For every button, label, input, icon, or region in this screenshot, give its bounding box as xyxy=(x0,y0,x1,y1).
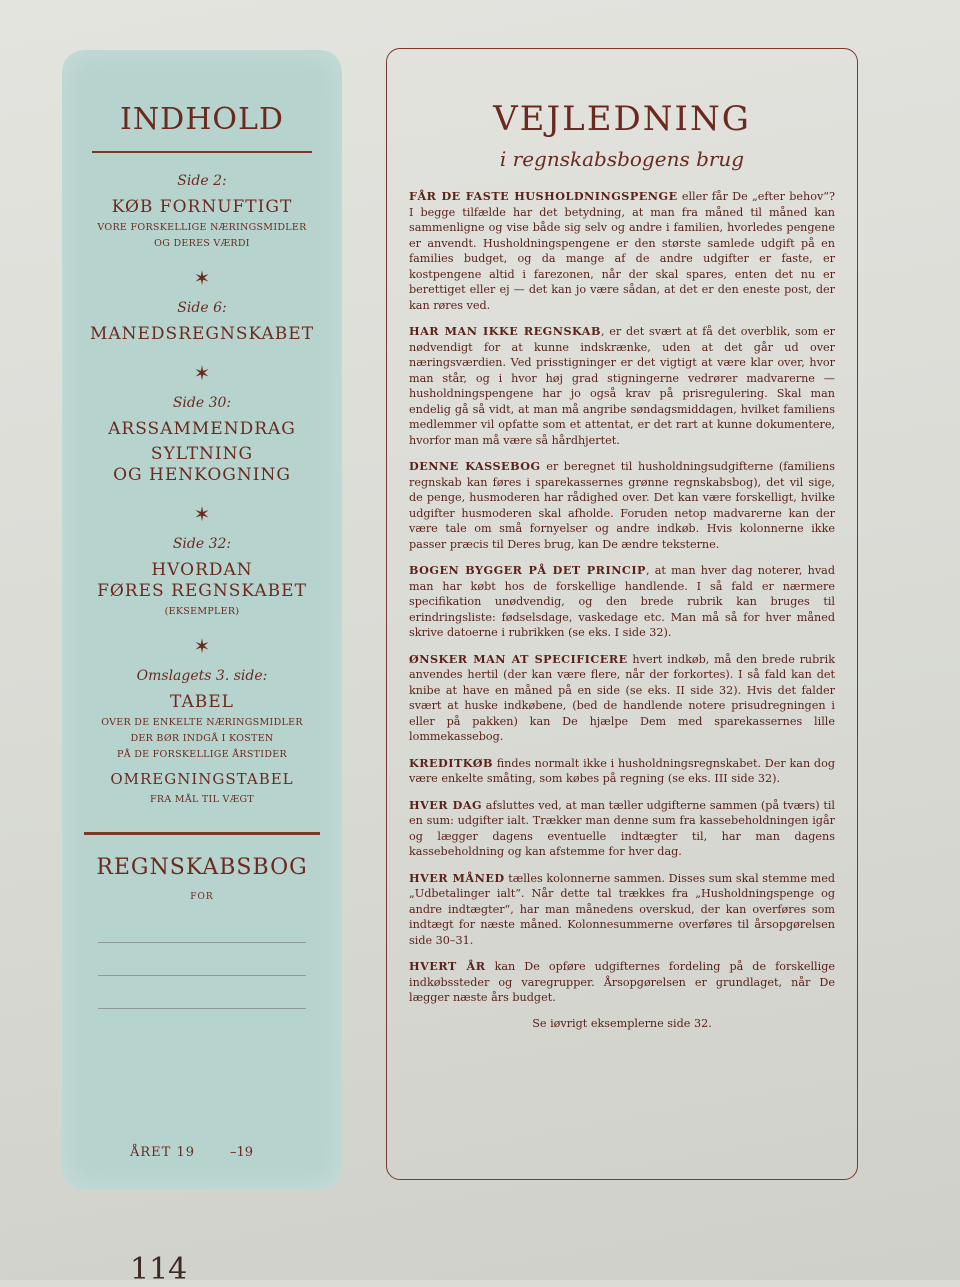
contents-entry xyxy=(62,668,342,806)
paragraph-text: findes normalt ikke i husholdningsregnskabet. Der kan dog være enkelte småting, som købes på regning (se eks. III side 32). xyxy=(409,756,835,785)
bookplate-title: REGNSKABSBOG xyxy=(96,855,308,880)
entry-heading: TABEL xyxy=(170,692,234,712)
paragraph-text: , er det svært at få det overblik, som er nødvendigt for at kunne indskrænke, uden at det går ud over næringsværdien. Ved prisstigninger er det vigtigt at være klar over, hvor man står, og i hvor høj grad stigningerne vedrører madvarerne — husholdningspengene har jo også krav på prisregulering. Skal man endelig gå så vidt, at man må angribe søndagsmiddagen, hvilket familiens medlemmer vil opfatte som et attentat, er det rart at kunne dokumentere, hvorfor man må være så hårdhjertet. xyxy=(409,325,835,447)
entry-heading: OMREGNINGSTABEL xyxy=(110,770,294,788)
paragraph-text: er beregnet til husholdningsudgifterne (familiens regnskab kan føres i sparekassernes grønne regnskabsbog), det vil sige, de penge, husmoderen har rådighed over. Det kan være forskelligt, hvilke udgifter husmoderen skal afholde. Foruden netop madvarerne kan der være tale om små fornyelser og andre indkøb. Hvis kolonnerne ikke passer præcis til Deres brug, kan De ændre teksterne. xyxy=(409,460,835,551)
year-end-label: –19 xyxy=(230,1145,254,1160)
entry-note: OVER DE ENKELTE NÆRINGSMIDLER xyxy=(101,717,303,728)
paragraph-lead: DENNE KASSEBOG xyxy=(409,459,541,473)
contents-entry xyxy=(62,173,342,250)
entry-heading: OG HENKOGNING xyxy=(113,465,291,485)
guide-paragraph xyxy=(409,563,835,641)
paragraph-lead: KREDITKØB xyxy=(409,755,493,770)
entry-heading: MANEDSREGNSKABET xyxy=(89,324,315,344)
contents-title: INDHOLD xyxy=(120,102,284,137)
paragraph-lead: ØNSKER MAN AT SPECIFICERE xyxy=(409,651,628,666)
paragraph-lead: HVER MÅNED xyxy=(409,870,505,885)
entry-page: Omslagets 3. side: xyxy=(136,668,268,684)
owner-name-line xyxy=(98,942,306,943)
paragraph-lead: FÅR DE FASTE HUSHOLDNINGSPENGE xyxy=(409,189,678,203)
star-ornament: ✶ xyxy=(193,361,211,385)
paragraph-lead: BOGEN BYGGER PÅ DET PRINCIP xyxy=(409,563,646,577)
contents-entry xyxy=(62,395,342,486)
paragraph-text: kan De opføre udgifternes fordeling på de forskellige indkøbssteder og varegrupper. Årsopgørelsen er grundlaget, når De lægger næste års budget. xyxy=(409,960,835,1004)
entry-page: Side 6: xyxy=(177,300,227,316)
guide-title: VEJLEDNING xyxy=(493,99,751,139)
entry-note: (EKSEMPLER) xyxy=(164,606,240,617)
paragraph-text: hvert indkøb, må den brede rubrik anvendes hertil (der kan være flere, når der forkortes). I så fald kan det knibe at have en måned på en side (se eks. II side 32). Hvis det falder svært at huske indkøbene, (bed de handlende notere prisudregningen i eller på pakken) kan De hjælpe Dem med sparekassernes lille lommekassebog. xyxy=(409,652,835,743)
guide-paragraph xyxy=(409,324,835,448)
entry-heading: KØB FORNUFTIGT xyxy=(111,197,293,217)
entry-heading: SYLTNING xyxy=(150,444,254,464)
paragraph-lead: HAR MAN IKKE REGNSKAB xyxy=(409,324,601,338)
contents-title-rule xyxy=(92,151,312,153)
guide-paragraph xyxy=(409,652,835,745)
entry-note: DER BØR INDGÅ I KOSTEN xyxy=(130,733,274,744)
entry-note: VORE FORSKELLIGE NÆRINGSMIDLER xyxy=(97,222,307,233)
page-number: 114 xyxy=(130,1252,188,1287)
entry-heading: FØRES REGNSKABET xyxy=(97,581,307,601)
entry-page: Side 30: xyxy=(172,395,232,411)
entry-note: PÅ DE FORSKELLIGE ÅRSTIDER xyxy=(117,749,287,760)
contents-list xyxy=(62,173,342,806)
bookplate-rule xyxy=(84,832,320,835)
guide-paragraph xyxy=(409,189,835,313)
paragraph-text: , at man hver dag noterer, hvad man har købt hos de forskellige handlende. I så fald er nærmere specifikation unødvendig, og den brede rubrik kan bruges til erindringsliste: fødselsdage, vaskedage etc. Man må så for hver måned skrive datoerne i rubrikken (se eks. I side 32). xyxy=(409,564,835,639)
star-ornament: ✶ xyxy=(193,266,211,290)
entry-note: FRA MÅL TIL VÆGT xyxy=(149,794,255,805)
contents-entry xyxy=(62,536,342,618)
paragraph-text: tælles kolonnerne sammen. Disses sum skal stemme med „Udbetalinger ialt“. Når dette tal trækkes fra „Husholdningspenge og andre indtægter“, har man månedens overskud, der kan overføres som indtægt for næste måned. Kolonnesummerne overføres til årsopgørelsen side 30–31. xyxy=(409,871,835,947)
year-label: ÅRET 19 xyxy=(130,1145,196,1160)
guide-paragraph xyxy=(409,798,835,860)
entry-heading: ARSSAMMENDRAG xyxy=(108,419,296,439)
guide-panel xyxy=(386,48,858,1180)
paragraph-text: afsluttes ved, at man tæller udgifterne sammen (på tværs) til en sum: udgifter ialt. Trækker man denne sum fra kassebeholdningen igår og lægger dagens eventuelle indtægter til, har man dagens kassebeholdning og kan afstemme for hver dag. xyxy=(409,798,836,858)
paragraph-text: eller får De „efter behov“? I begge tilfælde har det betydning, at man fra måned til måned kan sammenligne og vise både sig selv og andre i familien, hvorledes pengene er anvendt. Husholdningspengene er den største samlede udgift på en families budget, og da mange af de andre udgifter er faste, er kostpengene altid i farezonen, når der skal spares, enten det nu er berettiget eller ej — det kan jo være sådan, at det er den eneste post, der kan røres ved. xyxy=(409,190,835,312)
guide-body xyxy=(409,189,835,1006)
guide-closing: Se iøvrigt eksemplerne side 32. xyxy=(532,1016,712,1030)
owner-name-line xyxy=(98,1008,306,1009)
star-ornament: ✶ xyxy=(193,634,211,658)
contents-sidebar xyxy=(62,50,342,1190)
paragraph-lead: HVER DAG xyxy=(409,797,483,812)
guide-subtitle: i regnskabsbogens brug xyxy=(499,147,745,171)
guide-paragraph xyxy=(409,756,835,787)
guide-paragraph xyxy=(409,459,835,552)
entry-page: Side 32: xyxy=(172,536,232,552)
guide-paragraph xyxy=(409,959,835,1006)
guide-paragraph xyxy=(409,871,835,949)
bookplate-for-label: FOR xyxy=(190,892,214,902)
entry-heading: HVORDAN xyxy=(151,560,253,580)
entry-note: OG DERES VÆRDI xyxy=(154,238,250,249)
owner-name-line xyxy=(98,975,306,976)
entry-page: Side 2: xyxy=(177,173,227,189)
paragraph-lead: HVERT ÅR xyxy=(409,959,486,973)
star-ornament: ✶ xyxy=(193,502,211,526)
contents-entry xyxy=(62,300,342,345)
